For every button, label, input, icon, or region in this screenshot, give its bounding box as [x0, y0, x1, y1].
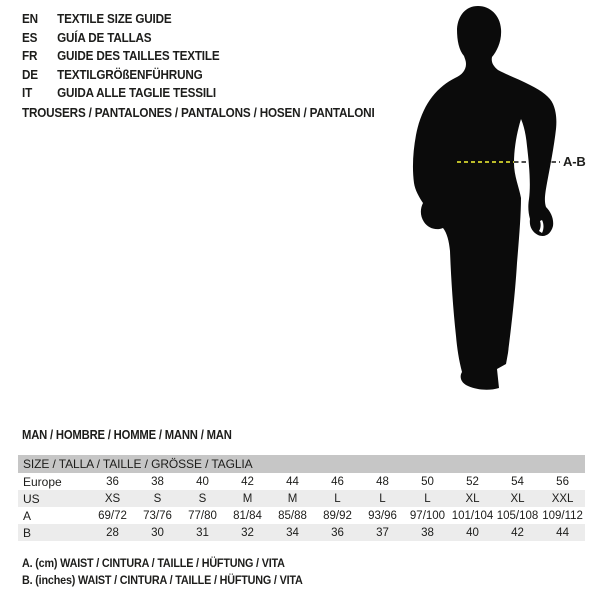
size-cell: 38 [421, 526, 434, 539]
gender-title: MAN / HOMBRE / HOMME / MANN / MAN [22, 428, 232, 442]
size-table [18, 455, 585, 541]
note-b-inches: B. (inches) WAIST / CINTURA / TAILLE / HÜFTUNG / VITA [22, 572, 303, 587]
language-code: IT [22, 85, 33, 100]
language-code: FR [22, 48, 38, 63]
size-cell: XL [510, 492, 525, 505]
size-cell: 36 [106, 475, 119, 488]
measure-label: A-B [563, 154, 586, 169]
size-table-header-row [18, 455, 585, 473]
size-cell: XXL [551, 492, 574, 505]
size-cell: 85/88 [278, 509, 307, 522]
language-row [22, 66, 219, 85]
size-cell: 37 [376, 526, 389, 539]
size-cell: 93/96 [368, 509, 397, 522]
size-cell: 31 [196, 526, 209, 539]
size-cell: 48 [376, 475, 389, 488]
guide-title-de: TEXTILGRÖßENFÜHRUNG [57, 66, 203, 82]
size-cell: 46 [331, 475, 344, 488]
language-code: EN [22, 11, 38, 26]
guide-title-en: TEXTILE SIZE GUIDE [57, 11, 172, 26]
size-cell: 34 [286, 526, 299, 539]
size-cell: 42 [511, 526, 524, 539]
size-cell: 97/100 [409, 509, 446, 522]
note-a-cm: A. (cm) WAIST / CINTURA / TAILLE / HÜFTUNG / VITA [22, 556, 285, 570]
category-title: TROUSERS / PANTALONES / PANTALONS / HOSEN / PANTALONI [22, 105, 375, 120]
silhouette-shape [413, 6, 556, 390]
size-cell: 28 [106, 526, 119, 539]
language-code: ES [22, 29, 38, 45]
size-cell: L [424, 492, 431, 505]
size-cell: 40 [466, 526, 479, 539]
man-silhouette [405, 0, 595, 400]
size-cell: 69/72 [98, 509, 127, 522]
size-cell: 52 [466, 475, 479, 488]
size-cell: 105/108 [496, 509, 539, 522]
size-cell: 42 [241, 475, 254, 488]
row-label: B [23, 525, 32, 540]
size-cell: 77/80 [188, 509, 217, 522]
size-cell: L [334, 492, 341, 505]
language-row [22, 84, 219, 103]
guide-title-es: GUÍA DE TALLAS [57, 29, 152, 45]
row-label: Europe [23, 474, 62, 489]
size-cell: 73/76 [143, 509, 172, 522]
size-cell: XL [465, 492, 480, 505]
size-cell: S [153, 492, 162, 505]
size-cell: 40 [196, 475, 209, 488]
row-label: US [23, 491, 40, 506]
size-cell: S [198, 492, 207, 505]
size-cell: XS [104, 492, 121, 505]
size-cell: 89/92 [323, 509, 352, 522]
language-code: DE [22, 66, 38, 82]
size-cell: 56 [556, 475, 569, 488]
size-cell: 109/112 [542, 509, 583, 522]
size-cell: 30 [151, 526, 164, 539]
size-cell: 44 [556, 526, 569, 539]
size-cell: 32 [241, 526, 254, 539]
language-row [22, 47, 219, 66]
language-row [22, 10, 219, 29]
measure-notes [22, 555, 303, 588]
table-row-a-cm [18, 507, 585, 524]
table-row-europe [18, 473, 585, 490]
row-label: A [23, 508, 32, 523]
size-cell: 81/84 [233, 509, 262, 522]
size-cell: M [242, 492, 253, 505]
size-cell: 50 [421, 475, 434, 488]
table-row-b-inches [18, 524, 585, 541]
size-cell: 44 [286, 475, 299, 488]
size-cell: 54 [511, 475, 524, 488]
language-title-list [22, 10, 219, 103]
size-cell: 101/104 [451, 509, 494, 522]
size-cell: M [287, 492, 298, 505]
size-cell: 38 [151, 475, 164, 488]
guide-title-fr: GUIDE DES TAILLES TEXTILE [57, 48, 220, 63]
language-row [22, 29, 219, 48]
table-row-us [18, 490, 585, 507]
size-table-header: SIZE / TALLA / TAILLE / GRÖSSE / TAGLIA [18, 455, 585, 473]
size-cell: 36 [331, 526, 344, 539]
size-cell: L [379, 492, 386, 505]
guide-title-it: GUIDA ALLE TAGLIE TESSILI [57, 85, 216, 100]
